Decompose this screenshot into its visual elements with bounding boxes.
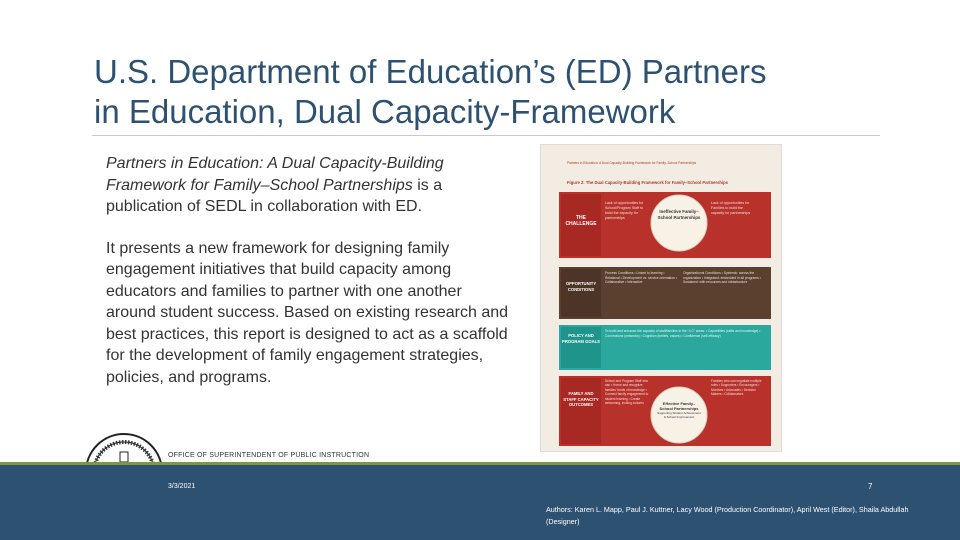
slide-body bbox=[106, 153, 510, 408]
challenge-left-text: Lack of opportunities for School/Program Staff to build the capacity for partnerships bbox=[605, 201, 644, 220]
paragraph-framework: It presents a new framework for designing family engagement initiatives that build capacity among educators and families to partner with one another around student success. Based on existing research and best practices, this report is designed to act as a scaffold for the development of family engagement strategies, policies, and programs. bbox=[106, 239, 509, 386]
opportunity-left-text: Process Conditions • Linked to learning • Relational • Development vs. service orientation • Collaborative • Interactive bbox=[605, 271, 677, 285]
paragraph-publication bbox=[106, 153, 510, 218]
challenge-center-text: Ineffective Family–School Partnerships bbox=[657, 209, 701, 220]
slide-number: 7 bbox=[868, 482, 873, 491]
publication-title: Partners in Education: A Dual Capacity-Building Framework for Family–School Partnerships bbox=[106, 155, 444, 194]
framework-infographic bbox=[540, 144, 782, 452]
infographic-header: Partners in Education: A Dual Capacity-Building Framework for Family–School Partnerships bbox=[567, 161, 697, 165]
infographic-figure-title: Figure 2: The Dual Capacity-Building Framework for Family–School Partnerships bbox=[567, 180, 729, 185]
outcome-sub-text: Supporting Student Achievement & School Improvement bbox=[657, 411, 701, 420]
outcomes-right-text: Families who can negotiate multiple roles • Supporters • Encouragers • Monitors • Advocates • Decision Makers • Collaborators bbox=[711, 379, 762, 397]
publication-note: is a publication of SEDL in collaboration with ED. bbox=[106, 176, 443, 215]
infographic-graphic bbox=[541, 145, 781, 451]
policy-text: To build and enhance the capacity of staff/families in the “4 C” areas: • Capabilities (skills and knowledge) • Connections (networks) • Cognition (beliefs, values) • Confidence (self-efficacy) bbox=[605, 329, 761, 338]
title-divider bbox=[92, 135, 880, 136]
office-name: OFFICE OF SUPERINTENDENT OF PUBLIC INSTRUCTION bbox=[168, 452, 370, 459]
slide-date: 3/3/2021 bbox=[168, 483, 196, 490]
outcomes-left-text: School and Program Staff who can • Honor and recognize families' funds of knowledge • Connect family engagement to student learning • Create welcoming, inviting cultures bbox=[605, 379, 649, 406]
title-line-1: U.S. Department of Education’s (ED) Partners bbox=[94, 53, 767, 90]
outcome-center-text: Effective Family–School Partnerships bbox=[659, 401, 699, 412]
slide-title bbox=[94, 52, 894, 132]
authors-credit: Authors: Karen L. Mapp, Paul J. Kuttner, Lacy Wood (Production Coordinator), April West (Editor), Shaila Abdullah (Designer) bbox=[546, 505, 909, 526]
title-line-2: in Education, Dual Capacity-Framework bbox=[94, 93, 676, 130]
outcomes-label: FAMILY AND STAFF CAPACITY OUTCOMES bbox=[563, 391, 599, 407]
footer-band bbox=[0, 465, 960, 540]
challenge-label: THE CHALLENGE bbox=[565, 215, 597, 227]
policy-label: POLICY AND PROGRAM GOALS bbox=[562, 333, 600, 344]
opportunity-label: OPPORTUNITY CONDITIONS bbox=[565, 281, 597, 292]
opportunity-right-text: Organizational Conditions • Systemic: across the organization • Integrated: embedded in all programs • Sustained: with resources and infrastructure bbox=[683, 271, 761, 285]
challenge-right-text: Lack of opportunities for Families to build the capacity for partnerships bbox=[711, 201, 751, 215]
